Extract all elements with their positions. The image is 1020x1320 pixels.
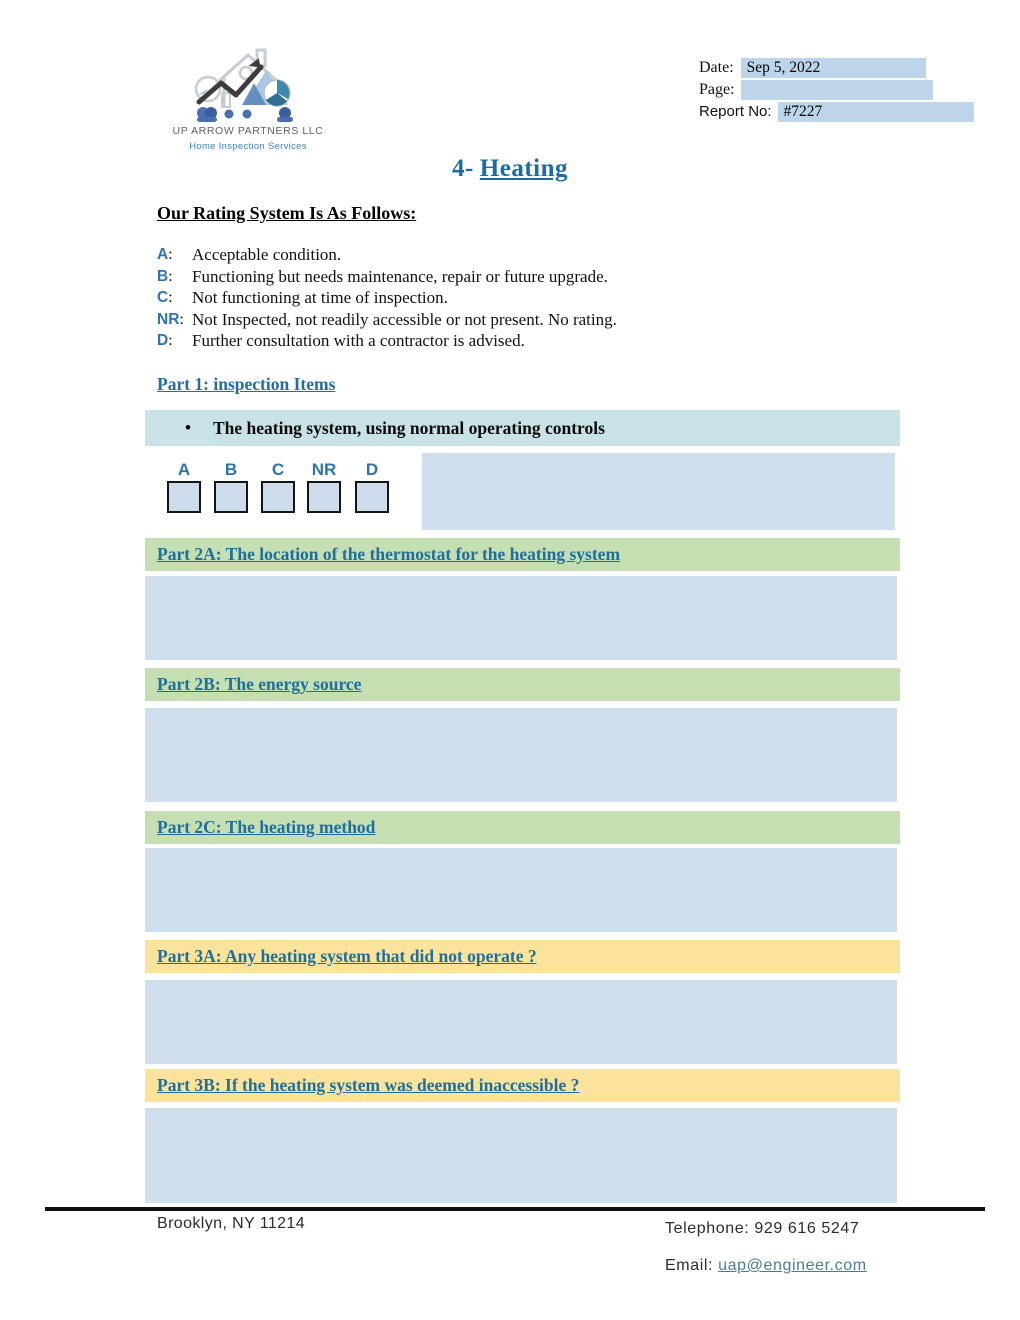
rating-checkbox-c[interactable]	[261, 481, 295, 513]
email-label: Email:	[665, 1257, 714, 1274]
rating-checkbox-a[interactable]	[167, 481, 201, 513]
footer-divider	[45, 1207, 985, 1211]
section-answer-part3b[interactable]	[145, 1108, 897, 1203]
page-title-number: 4-	[451, 155, 474, 182]
page-row	[699, 79, 989, 100]
rating-option-label-nr: NR	[311, 460, 337, 479]
footer-email	[665, 1257, 867, 1275]
section-answer-part2b[interactable]	[145, 708, 897, 802]
date-field[interactable]: Sep 5, 2022	[741, 58, 926, 78]
section-header-part2b: Part 2B: The energy source	[145, 668, 900, 701]
section-answer-part3a[interactable]	[145, 980, 897, 1064]
rating-option-label-d: D	[365, 460, 379, 479]
company-logo	[163, 45, 333, 152]
section-answer-part2a[interactable]	[145, 576, 897, 660]
telephone-label: Telephone:	[665, 1220, 750, 1237]
date-row	[699, 57, 989, 78]
telephone-number: 929 616 5247	[754, 1220, 860, 1237]
footer-address: Brooklyn, NY 11214	[157, 1215, 306, 1232]
part1-rating-row	[145, 452, 900, 533]
rating-option-label-b: B	[224, 460, 238, 479]
section-header-part3b: Part 3B: If the heating system was deemed inaccessible ?	[145, 1069, 900, 1102]
report-no-field[interactable]: #7227	[778, 102, 974, 122]
page-field[interactable]	[741, 80, 933, 100]
section-header-part2a: Part 2A: The location of the thermostat for the heating system	[145, 538, 900, 571]
section-header-part2c: Part 2C: The heating method	[145, 811, 900, 844]
rating-checkbox-b[interactable]	[214, 481, 248, 513]
report-meta	[699, 57, 989, 123]
section-header-part3a: Part 3A: Any heating system that did not operate ?	[145, 940, 900, 973]
part1-heading: Part 1: inspection Items	[157, 374, 336, 394]
section-answer-part2c[interactable]	[145, 848, 897, 932]
rating-heading: Our Rating System Is As Follows:	[157, 203, 417, 223]
page-label: Page:	[699, 80, 735, 98]
rating-item-nr: NR: Not Inspected, not readily accessible or not present. No rating.	[157, 309, 617, 329]
page-title-text: Heating	[479, 155, 569, 182]
logo-tagline: Home Inspection Services	[189, 141, 307, 152]
report-no-label: Report No:	[699, 103, 772, 120]
rating-item-c: C: Not functioning at time of inspection.	[157, 288, 448, 307]
rating-checkbox-nr[interactable]	[307, 481, 341, 513]
rating-item-a: A: Acceptable condition.	[157, 245, 342, 264]
bullet-icon: •	[185, 418, 191, 437]
rating-item-d: D: Further consultation with a contractor is advised.	[157, 331, 525, 350]
rating-checkbox-d[interactable]	[355, 481, 389, 513]
date-label: Date:	[699, 58, 734, 76]
rating-option-label-c: C	[271, 460, 285, 479]
email-link[interactable]: uap@engineer.com	[718, 1257, 867, 1274]
rating-system	[157, 203, 877, 354]
part1-answer-field[interactable]	[422, 453, 895, 530]
page-title	[0, 155, 1020, 183]
rating-option-label-a: A	[177, 460, 191, 479]
part1-item-text: The heating system, using normal operating controls	[212, 417, 605, 438]
footer-telephone	[665, 1220, 859, 1238]
logo-company-name: UP ARROW PARTNERS LLC	[172, 125, 324, 137]
rating-list	[157, 246, 877, 350]
logo-house-arrow-icon	[191, 45, 306, 123]
report-no-row	[699, 101, 989, 122]
rating-item-b: B: Functioning but needs maintenance, repair or future upgrade.	[157, 266, 608, 286]
part1-item-banner	[145, 410, 900, 446]
